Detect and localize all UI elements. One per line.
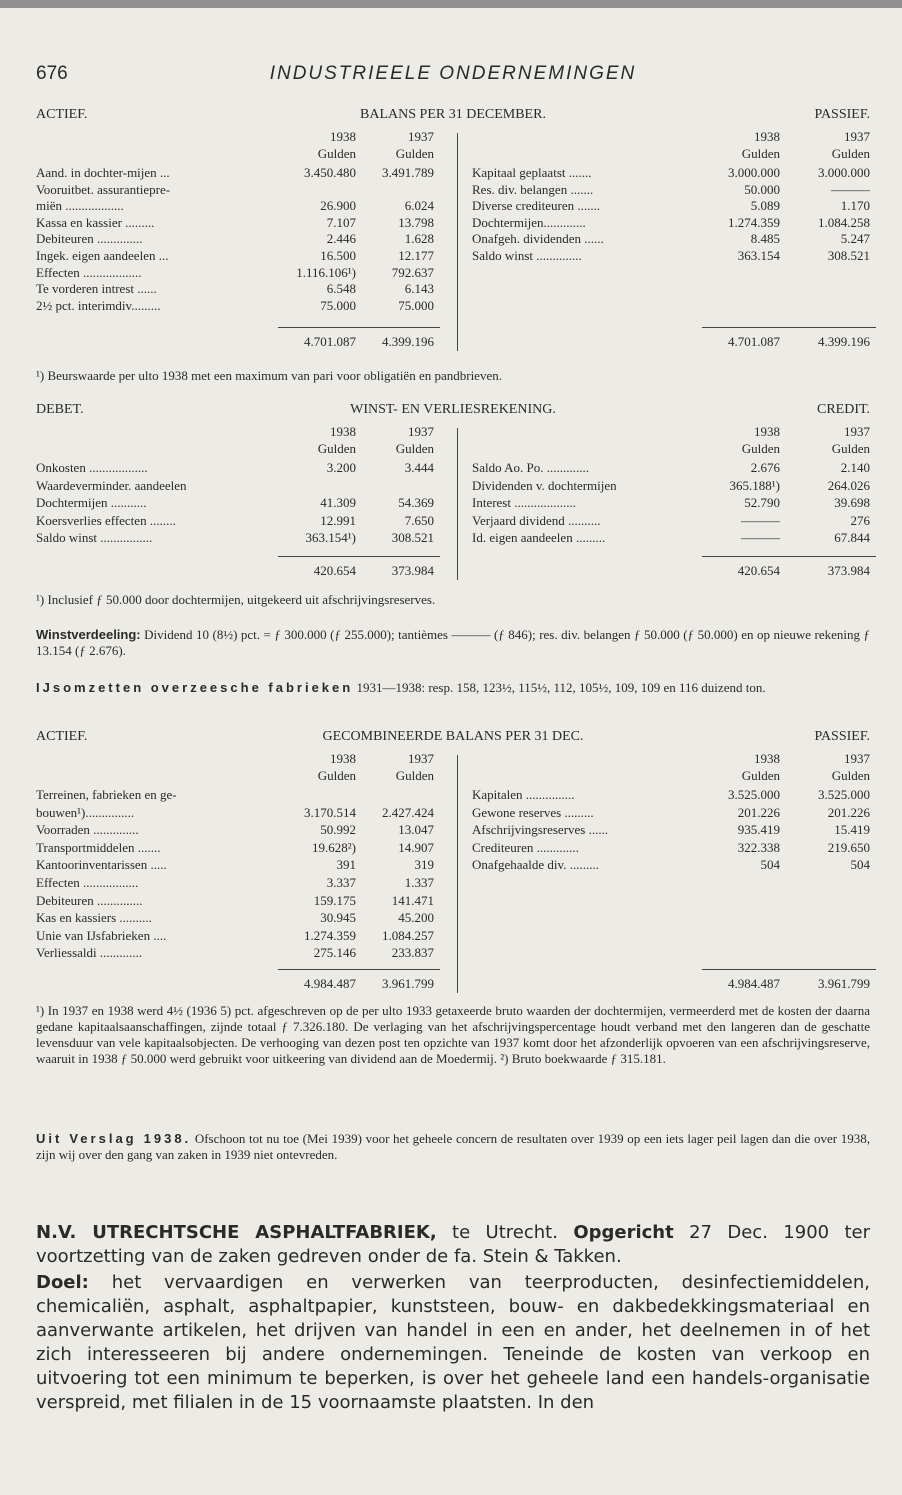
value-1937: 308.521 [391, 530, 434, 545]
table-header [36, 402, 870, 418]
value-1937: 219.650 [827, 839, 870, 855]
value-1937: 39.698 [834, 495, 870, 510]
left-unit-2: Gulden [395, 441, 434, 456]
left-year-1: 1938 [330, 424, 356, 439]
row-label: Transportmiddelen ....... [36, 839, 161, 855]
total-1938: 4.984.487 [728, 976, 780, 991]
center-heading: GECOMBINEERDE BALANS PER 31 DEC. [322, 729, 584, 744]
left-row [36, 512, 457, 529]
table-header [36, 107, 870, 123]
value-1938: 1.274.359 [728, 214, 780, 230]
right-row [472, 477, 870, 494]
right-unit-1: Gulden [741, 441, 780, 456]
left-total-rule [278, 969, 440, 970]
value-1938: ——— [741, 512, 780, 528]
value-1938: 3.525.000 [728, 787, 780, 802]
right-row [472, 529, 870, 546]
value-1938: 50.992 [320, 822, 356, 838]
verslag-paragraph [36, 1131, 870, 1163]
value-1937: 75.000 [398, 297, 434, 313]
value-1938: 19.628²) [312, 839, 356, 855]
value-1938: 363.154¹) [305, 530, 356, 545]
row-label: Saldo winst .............. [472, 248, 582, 263]
value-1938: 75.000 [320, 297, 356, 313]
right-year-1: 1938 [754, 751, 780, 766]
row-label: Effecten ................. [36, 875, 139, 890]
row-label: Kassa en kassier ......... [36, 214, 155, 230]
left-unit-2: Gulden [395, 768, 434, 783]
value-1937: 3.444 [404, 460, 434, 475]
left-row [36, 529, 457, 546]
value-1938: 3.450.480 [304, 165, 356, 180]
left-row [36, 459, 457, 476]
value-1937: 264.026 [827, 477, 870, 493]
right-row [472, 214, 870, 231]
right-heading: PASSIEF. [814, 107, 870, 122]
left-row [36, 280, 457, 297]
left-year-1: 1938 [330, 751, 356, 766]
total-1937: 3.961.799 [382, 976, 434, 991]
right-total-row [472, 562, 870, 579]
value-1938: 26.900 [320, 198, 356, 214]
value-1938: 201.226 [737, 804, 780, 820]
right-row [472, 804, 870, 821]
left-row [36, 944, 457, 961]
total-1937: 4.399.196 [382, 334, 434, 349]
founded-label: Opgericht [573, 1222, 674, 1243]
value-1937: 45.200 [398, 910, 434, 926]
right-row [472, 459, 870, 476]
value-1937: ——— [831, 181, 870, 197]
row-label: Vooruitbet. assurantiepre- [36, 181, 171, 197]
doel-label: Doel: [36, 1272, 89, 1293]
left-unit-1: Gulden [317, 441, 356, 456]
value-1937: 2.427.424 [382, 804, 434, 820]
center-heading: WINST- EN VERLIESREKENING. [350, 402, 556, 417]
left-heading: ACTIEF. [36, 729, 88, 744]
combined-footnote: ¹) In 1937 en 1938 werd 4½ (1936 5) pct. afgeschreven op de per ulto 1933 getaxeerde bruto waarden der dochtermijen, vermeerderd met de kosten der daarna gedane kapitaalsaanschaffingen, zijnde totaal ƒ 7.326.180. De verlaging van het afschrijvingspercentage houdt verband met den langeren dan de geschatte levensduur van vele kapitaalsobjecten. De verhooging van dezen post ten opzichte van 1937 komt door het afzonderlijk opvoeren van een afschrijvingsreserve, waaruit in 1938 ƒ 50.000 werd gebruikt voor uitkeering van dividend aan de Moedermij. ²) Bruto boekwaarde ƒ 315.181. [36, 1003, 870, 1066]
right-row [472, 821, 870, 838]
right-year-1: 1938 [754, 424, 780, 439]
value-1938: 935.419 [737, 822, 780, 838]
value-1938: 3.000.000 [728, 165, 780, 180]
doel-paragraph [36, 1271, 870, 1415]
center-rule [457, 133, 458, 351]
value-1937: 3.491.789 [382, 165, 434, 180]
row-label: 2½ pct. interimdiv......... [36, 297, 161, 313]
left-row [36, 821, 457, 838]
left-year-2: 1937 [408, 129, 434, 144]
verslag-label: Uit Verslag 1938. [36, 1131, 192, 1146]
left-year-1: 1938 [330, 129, 356, 144]
value-1937: 1.337 [404, 875, 434, 890]
value-1938: 2.676 [750, 460, 780, 475]
company-place: te Utrecht. [436, 1222, 574, 1243]
value-1937: 13.047 [398, 822, 434, 838]
value-1937: 7.650 [404, 512, 434, 528]
row-label: Verliessaldi ............. [36, 945, 143, 961]
row-label: Debiteuren .............. [36, 231, 143, 247]
left-total-rule [278, 556, 440, 557]
left-total-rule [278, 327, 440, 328]
right-total-rule [702, 556, 876, 557]
value-1937: 14.907 [398, 839, 434, 855]
combined-balance-sheet [36, 729, 870, 997]
value-1937: 1.628 [404, 231, 434, 247]
row-label: Kapitaal geplaatst ....... [472, 165, 592, 180]
row-label: Dochtermijen............. [472, 214, 586, 230]
left-total-row [36, 333, 457, 350]
right-heading: CREDIT. [816, 402, 870, 417]
right-year-2: 1937 [844, 129, 870, 144]
row-label: Unie van IJsfabrieken .... [36, 927, 167, 943]
right-row [472, 786, 870, 803]
value-1937: 792.637 [391, 264, 434, 280]
ijsomzetten-label: IJsomzetten overzeesche fabrieken [36, 680, 354, 695]
left-row [36, 297, 457, 314]
center-rule [457, 428, 458, 580]
row-label: Ingek. eigen aandeelen ... [36, 248, 169, 263]
right-row [472, 197, 870, 214]
row-label: bouwen¹)............... [36, 804, 135, 820]
left-row [36, 214, 457, 231]
right-total-rule [702, 327, 876, 328]
ijsomzetten-text: 1931—1938: resp. 158, 123½, 115½, 112, 105½, 109, 109 en 116 duizend ton. [353, 680, 766, 695]
right-row [472, 856, 870, 873]
value-1938: 3.170.514 [304, 804, 356, 820]
total-1938: 420.654 [737, 563, 780, 578]
value-1937: 13.798 [398, 214, 434, 230]
winstverdeeling-label: Winstverdeeling: [36, 627, 141, 642]
left-row [36, 181, 457, 198]
left-row [36, 804, 457, 821]
right-total-rule [702, 969, 876, 970]
left-row [36, 197, 457, 214]
row-label: Debiteuren .............. [36, 892, 143, 908]
value-1938: 5.089 [750, 198, 780, 214]
right-year-2: 1937 [844, 751, 870, 766]
right-unit-1: Gulden [741, 146, 780, 161]
row-label: Interest ................... [472, 495, 576, 510]
value-1938: 41.309 [320, 495, 356, 510]
value-1938: 8.485 [750, 231, 780, 247]
value-1937: 308.521 [827, 248, 870, 263]
right-year-2: 1937 [844, 424, 870, 439]
right-unit-1: Gulden [741, 768, 780, 783]
running-title: INDUSTRIEELE ONDERNEMINGEN [269, 63, 637, 84]
row-label: Saldo Ao. Po. ............. [472, 460, 590, 475]
value-1937: 12.177 [398, 248, 434, 263]
winstverdeeling-paragraph [36, 627, 870, 659]
value-1938: 391 [336, 857, 356, 873]
total-1938: 4.984.487 [304, 976, 356, 991]
right-row [472, 181, 870, 198]
ijsomzetten-paragraph [36, 680, 870, 696]
pl-footnote: ¹) Inclusief ƒ 50.000 door dochtermijen, uitgekeerd uit afschrijvingsreserves. [36, 592, 436, 607]
value-1937: 5.247 [840, 231, 870, 247]
row-label: Saldo winst ................ [36, 530, 153, 545]
right-unit-2: Gulden [831, 146, 870, 161]
company-paragraph [36, 1221, 870, 1269]
left-unit-2: Gulden [395, 146, 434, 161]
value-1938: 3.200 [326, 460, 356, 475]
value-1937: 1.084.257 [382, 927, 434, 943]
right-row [472, 164, 870, 181]
row-label: Res. div. belangen ....... [472, 181, 594, 197]
company-name: N.V. UTRECHTSCHE ASPHALTFABRIEK, [36, 1222, 437, 1243]
row-label: Onafgeh. dividenden ...... [472, 231, 604, 247]
value-1937: 6.143 [404, 281, 434, 297]
right-row [472, 247, 870, 264]
left-heading: DEBET. [36, 402, 84, 417]
value-1938: 16.500 [320, 248, 356, 263]
row-label: miën .................. [36, 198, 124, 214]
verslag-text: Ofschoon tot nu toe (Mei 1939) voor het geheele concern de resultaten over 1939 op een iets lager peil lagen dan die over 1938, zijn wij over den gang van zaken in 1939 niet ontevreden. [36, 1131, 870, 1162]
left-row [36, 477, 457, 494]
value-1938: 30.945 [320, 910, 356, 926]
value-1937: 141.471 [391, 892, 434, 908]
left-row [36, 264, 457, 281]
page-number: 676 [36, 63, 68, 84]
value-1938: 7.107 [326, 214, 356, 230]
left-row [36, 164, 457, 181]
value-1938: 2.446 [326, 231, 356, 247]
center-heading: BALANS PER 31 DECEMBER. [360, 107, 546, 122]
total-1937: 4.399.196 [818, 334, 870, 349]
value-1938: 365.188¹) [729, 477, 780, 493]
right-year-1: 1938 [754, 129, 780, 144]
left-row [36, 494, 457, 511]
left-heading: ACTIEF. [36, 107, 88, 122]
total-1938: 420.654 [313, 563, 356, 578]
total-1937: 373.984 [391, 563, 434, 578]
value-1937: 201.226 [827, 804, 870, 820]
right-row [472, 230, 870, 247]
row-label: Crediteuren ............. [472, 839, 579, 855]
row-label: Gewone reserves ......... [472, 804, 594, 820]
left-total-row [36, 975, 457, 992]
left-year-2: 1937 [408, 424, 434, 439]
value-1938: 6.548 [326, 281, 356, 297]
left-row [36, 892, 457, 909]
right-row [472, 512, 870, 529]
value-1937: 2.140 [840, 460, 870, 475]
row-label: Afschrijvingsreserves ...... [472, 822, 609, 838]
value-1937: 233.837 [391, 945, 434, 961]
total-1937: 3.961.799 [818, 976, 870, 991]
value-1937: 1.170 [840, 198, 870, 214]
value-1938: 322.338 [737, 839, 780, 855]
profit-loss-account [36, 402, 870, 584]
right-heading: PASSIEF. [814, 729, 870, 744]
row-label: Waardeverminder. aandeelen [36, 477, 187, 493]
right-unit-2: Gulden [831, 768, 870, 783]
value-1937: 3.525.000 [818, 787, 870, 802]
founded-text: 27 Dec. 1900 ter voortzetting van de zaken gedreven onder de fa. Stein & Takken. [36, 1222, 870, 1267]
value-1937: 3.000.000 [818, 165, 870, 180]
value-1938: 50.000 [744, 181, 780, 197]
left-row [36, 874, 457, 891]
row-label: Aand. in dochter-mijen ... [36, 165, 170, 180]
row-label: Diverse crediteuren ....... [472, 198, 601, 214]
left-row [36, 927, 457, 944]
value-1937: 504 [850, 857, 870, 873]
left-row [36, 909, 457, 926]
value-1938: 1.116.106¹) [296, 264, 356, 280]
left-row [36, 786, 457, 803]
total-1938: 4.701.087 [728, 334, 780, 349]
left-total-row [36, 562, 457, 579]
row-label: Koersverlies effecten ........ [36, 512, 176, 528]
value-1937: 67.844 [834, 530, 870, 545]
row-label: Voorraden .............. [36, 822, 139, 838]
value-1938: 504 [760, 857, 780, 873]
value-1937: 6.024 [404, 198, 434, 214]
right-row [472, 494, 870, 511]
row-label: Kantoorinventarissen ..... [36, 857, 167, 873]
value-1937: 1.084.258 [818, 214, 870, 230]
right-row [472, 839, 870, 856]
row-label: Effecten .................. [36, 264, 142, 280]
winstverdeeling-text: Dividend 10 (8½) pct. = ƒ 300.000 (ƒ 255.000); tantièmes ——— (ƒ 846); res. div. belangen ƒ 50.000 (ƒ 50.000) en op nieuwe rekening ƒ 13.154 (ƒ 2.676). [36, 627, 870, 658]
running-head [36, 63, 870, 87]
left-unit-1: Gulden [317, 146, 356, 161]
total-1938: 4.701.087 [304, 334, 356, 349]
row-label: Id. eigen aandeelen ......... [472, 530, 606, 545]
value-1937: 319 [414, 857, 434, 873]
value-1938: 12.991 [320, 512, 356, 528]
table-header [36, 729, 870, 745]
value-1938: 52.790 [744, 495, 780, 510]
right-total-row [472, 333, 870, 350]
left-row [36, 230, 457, 247]
row-label: Verjaard dividend .......... [472, 512, 601, 528]
value-1938: 363.154 [737, 248, 780, 263]
row-label: Onafgehaalde div. ......... [472, 857, 599, 873]
left-row [36, 247, 457, 264]
row-label: Onkosten .................. [36, 460, 148, 475]
row-label: Kas en kassiers .......... [36, 910, 152, 926]
row-label: Dochtermijen ........... [36, 495, 147, 510]
left-row [36, 856, 457, 873]
value-1937: 15.419 [834, 822, 870, 838]
center-rule [457, 755, 458, 993]
row-label: Kapitalen ............... [472, 787, 575, 802]
value-1938: 1.274.359 [304, 927, 356, 943]
value-1937: 54.369 [398, 495, 434, 510]
balance-sheet [36, 107, 870, 357]
value-1938: ——— [741, 530, 780, 545]
value-1938: 3.337 [326, 875, 356, 890]
row-label: Te vorderen intrest ...... [36, 281, 157, 297]
left-unit-1: Gulden [317, 768, 356, 783]
value-1937: 276 [850, 512, 870, 528]
row-label: Dividenden v. dochtermijen [472, 477, 617, 493]
left-year-2: 1937 [408, 751, 434, 766]
scan-top-edge [0, 0, 902, 8]
total-1937: 373.984 [827, 563, 870, 578]
value-1938: 275.146 [313, 945, 356, 961]
doel-text: het vervaardigen en verwerken van teerproducten, desinfectiemiddelen, chemicaliën, asphalt, asphaltpapier, kunststeen, bouw- en dakbedekkingsmateriaal en aanverwante artikelen, het drijven van handel in een en ander, het deelnemen in of het zich interesseeren bij andere ondernemingen. Teneinde de kosten van verkoop en uitvoering tot een minimum te beperken, is over het geheele land een handels-organisatie verspreid, met filialen in de 15 voornaamste plaatsten. In den [36, 1272, 870, 1413]
value-1938: 159.175 [313, 892, 356, 908]
left-row [36, 839, 457, 856]
right-total-row [472, 975, 870, 992]
row-label: Terreinen, fabrieken en ge- [36, 787, 177, 802]
right-unit-2: Gulden [831, 441, 870, 456]
balance-footnote: ¹) Beurswaarde per ulto 1938 met een maximum van pari voor obligatiën en pandbrieven. [36, 368, 502, 383]
